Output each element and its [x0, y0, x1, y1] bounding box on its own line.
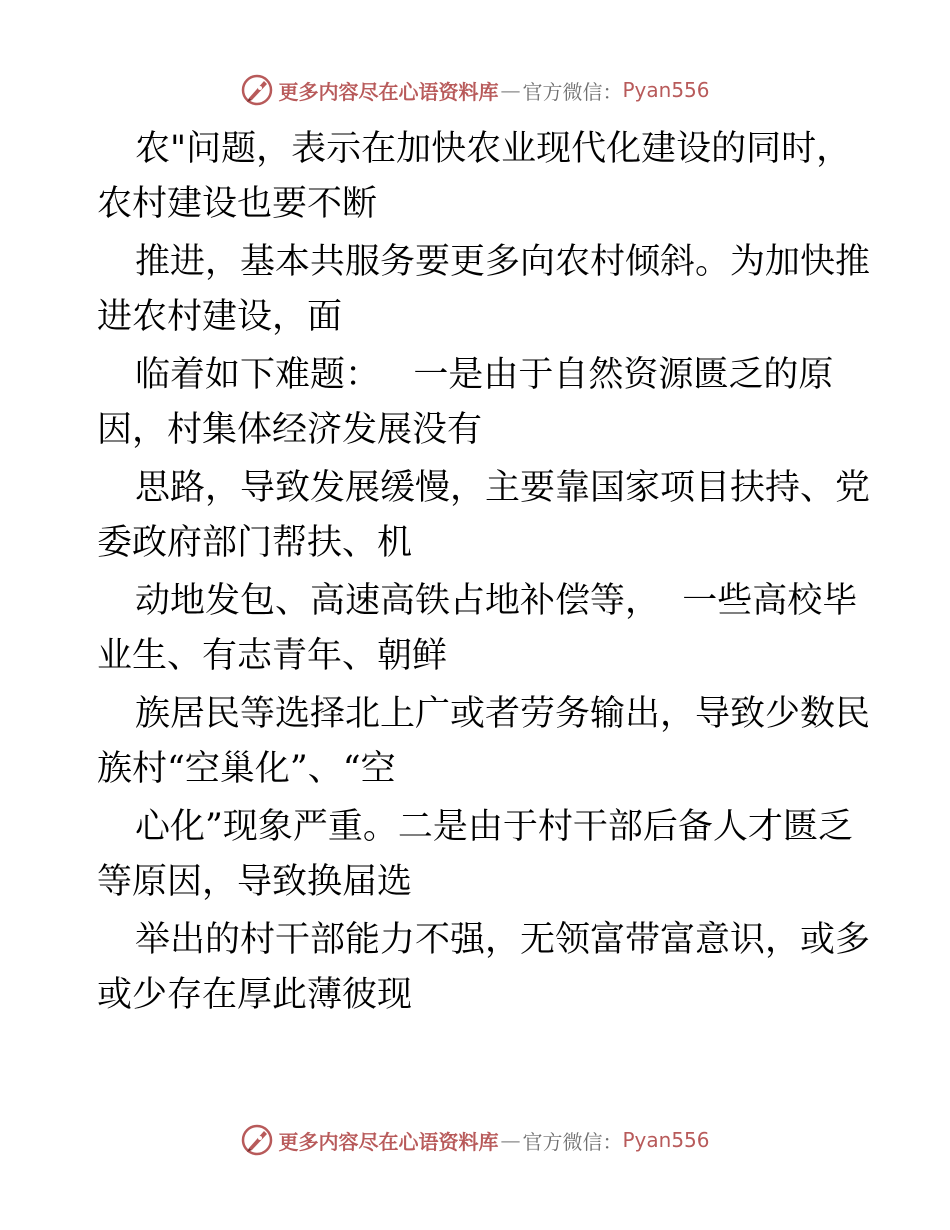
paragraph-line: 因，村集体经济发展没有 — [97, 410, 483, 450]
paragraph-line: 思路，导致发展缓慢，主要靠国家项目扶持、党 — [135, 468, 871, 508]
quill-pen-logo-icon — [240, 73, 274, 107]
wechat-label: 官方微信： — [522, 79, 623, 104]
paragraph-line: 进农村建设，面 — [97, 297, 343, 337]
document-body — [97, 122, 871, 1026]
paragraph — [97, 913, 871, 1023]
paragraph-line: 或少存在厚此薄彼现 — [97, 975, 413, 1015]
paragraph — [97, 574, 857, 684]
site-name: 更多内容尽在心语资料库 — [278, 1129, 499, 1154]
header-banner — [0, 70, 950, 110]
paragraph-line: 农村建设也要不断 — [97, 184, 378, 224]
paragraph-line: 临着如下难题： 一是由于自然资源匮乏的原 — [135, 355, 834, 395]
paragraph-line: 等原因，导致换届选 — [97, 862, 413, 902]
paragraph — [97, 461, 871, 571]
paragraph-line: 业生、有志青年、朝鲜 — [97, 636, 448, 676]
paragraph-line: 举出的村干部能力不强，无领富带富意识，或多 — [135, 920, 871, 960]
wechat-id: Pyan556 — [622, 1128, 710, 1152]
wechat-id: Pyan556 — [622, 78, 710, 102]
paragraph-line: 农"问题，表示在加快农业现代化建设的同时， — [135, 129, 852, 169]
banner-separator: — — [500, 1128, 521, 1152]
paragraph-line: 推进，基本共服务要更多向农村倾斜。为加快推 — [135, 242, 871, 282]
paragraph-line: 心化”现象严重。二是由于村干部后备人才匮乏 — [135, 807, 853, 847]
quill-pen-logo-icon — [240, 1123, 274, 1157]
paragraph — [97, 235, 871, 345]
banner-separator: — — [500, 78, 521, 102]
paragraph — [97, 687, 871, 797]
paragraph-line: 动地发包、高速高铁占地补偿等， 一些高校毕 — [135, 581, 858, 621]
paragraph-line: 委政府部门帮扶、机 — [97, 523, 413, 563]
paragraph — [97, 800, 857, 910]
footer-banner — [0, 1120, 950, 1160]
wechat-label: 官方微信： — [522, 1129, 623, 1154]
paragraph-line: 族居民等选择北上广或者劳务输出，导致少数民 — [135, 694, 871, 734]
paragraph — [97, 122, 857, 232]
site-name: 更多内容尽在心语资料库 — [278, 79, 499, 104]
paragraph — [97, 348, 857, 458]
paragraph-line: 族村“空巢化”、“空 — [97, 749, 396, 789]
